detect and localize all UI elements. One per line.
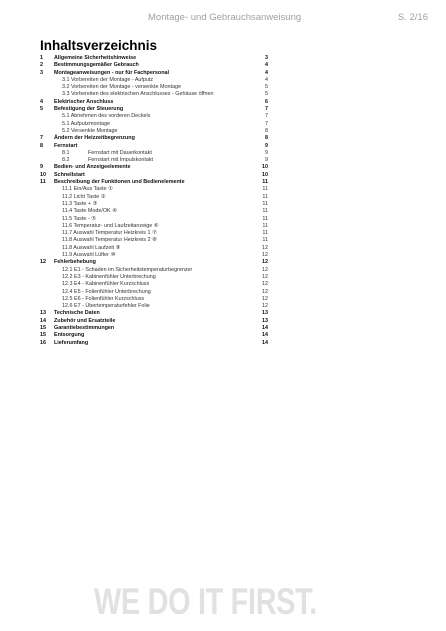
toc-entry-page: 5 [265, 84, 268, 91]
toc-entry-title: 12.2 E3 - Kabinenfühler Unterbrechung [62, 273, 156, 280]
toc-entry-title: Ändern der Heizzeitbegrenzung [54, 135, 135, 142]
toc-entry-page: 12 [262, 295, 268, 302]
toc-entry[interactable] [40, 230, 268, 237]
toc-entry[interactable] [40, 113, 268, 120]
toc-entry-page: 8 [265, 127, 268, 134]
toc-entry-page: 9 [265, 149, 268, 156]
toc-entry-page: 14 [262, 339, 268, 346]
toc-entry-number: 15 [40, 332, 46, 339]
toc-entry-title: Befestigung der Steuerung [54, 106, 124, 113]
toc-entry-title: 11.3 Taste + ③ [62, 200, 98, 207]
toc-entry-title: Beschreibung der Funktionen und Bedienelemente [54, 179, 185, 186]
toc-entry-number: 15 [40, 324, 46, 331]
toc-entry[interactable] [40, 332, 268, 339]
toc-entry-number: 13 [40, 310, 46, 317]
toc-entry[interactable] [40, 150, 268, 157]
toc-entry-title: Bedien- und Anzeigeelemente [54, 164, 131, 171]
toc-entry[interactable] [40, 91, 268, 98]
toc-entry-number: 9 [40, 164, 43, 171]
toc-entry-page: 12 [262, 303, 268, 310]
toc-entry-number: 16 [40, 339, 46, 346]
toc-entry-page: 11 [262, 208, 268, 215]
toc-entry-page: 12 [262, 259, 268, 266]
toc-entry-title: Entsorgung [54, 332, 85, 339]
toc-entry-number: 8 [40, 142, 43, 149]
toc-entry-title: 5.2 Versenkte Montage [62, 127, 118, 134]
toc-entry[interactable] [40, 267, 268, 274]
toc-entry-page: 11 [262, 200, 268, 207]
toc-entry-title: 11.9 Auswahl Lüfter ⑩ [62, 252, 116, 259]
toc-entry[interactable] [40, 164, 268, 171]
toc-entry-title: 5.1 Abnehmen des vorderen Deckels [62, 113, 151, 120]
toc-entry-page: 10 [262, 164, 268, 171]
toc-entry-page: 6 [265, 98, 268, 105]
toc-entry-page: 12 [262, 288, 268, 295]
toc-entry-page: 5 [265, 91, 268, 98]
toc-entry[interactable] [40, 194, 268, 201]
toc-entry-page: 12 [262, 281, 268, 288]
toc-entry-number: 8.1 [62, 149, 70, 156]
toc-entry-title: Fernstart [54, 142, 78, 149]
toc-entry-title: Fehlerbehebung [54, 259, 96, 266]
toc-entry-number: 4 [40, 98, 43, 105]
toc-entry-page: 13 [262, 310, 268, 317]
toc-entry-page: 11 [262, 186, 268, 193]
toc-entry-number: 5 [40, 106, 43, 113]
toc-entry[interactable] [40, 179, 268, 186]
toc-entry[interactable] [40, 77, 268, 84]
toc-entry-title: Allgemeine Sicherheitshinweise [54, 55, 137, 61]
toc-entry[interactable] [40, 274, 268, 281]
toc-entry-title: 3.2 Vorbereiten der Montage - versenkte Montage [62, 84, 181, 91]
toc-entry[interactable] [40, 62, 268, 69]
toc-entry[interactable] [40, 296, 268, 303]
page-number: S. 2/16 [397, 12, 428, 23]
toc-entry[interactable] [40, 135, 268, 142]
toc-entry-page: 11 [262, 179, 268, 186]
toc-entry-page: 11 [262, 237, 268, 244]
toc-entry[interactable] [40, 157, 268, 164]
toc-entry[interactable] [40, 281, 268, 288]
toc-entry-title: 11.8 Auswahl Temperatur Heizkreis 2 ⑧ [62, 237, 157, 244]
toc-entry[interactable] [40, 259, 268, 266]
toc-entry-title: Fernstart mit Dauerkontakt [88, 149, 152, 156]
toc-entry-page: 11 [262, 193, 268, 200]
toc-entry-title: 12.1 E1 - Schaden im Sicherheitstemperaturbegrenzer [62, 266, 193, 273]
toc-entry[interactable] [40, 70, 268, 77]
toc-entry-page: 12 [262, 273, 268, 280]
toc-entry-title: Garantiebestimmungen [54, 324, 115, 331]
toc-entry[interactable] [40, 237, 268, 244]
toc-entry-title: Montageanweisungen - nur für Fachpersonal [54, 69, 170, 76]
toc-entry-page: 12 [262, 266, 268, 273]
toc-entry-number: 8.2 [62, 157, 70, 164]
toc-entry-title: 12.5 E6 - Folienfühler Kurzschluss [62, 295, 145, 302]
toc-entry[interactable] [40, 223, 268, 230]
toc-title: Inhaltsverzeichnis [40, 38, 158, 53]
toc-entry-page: 8 [265, 135, 268, 142]
toc-entry[interactable] [40, 201, 268, 208]
toc-entry-page: 11 [262, 230, 268, 237]
toc-entry[interactable] [40, 303, 268, 310]
toc-entry-title: 12.3 E4 - Kabinenfühler Kurzschluss [62, 281, 150, 288]
toc-entry-page: 12 [262, 244, 268, 251]
toc-entry-page: 4 [265, 62, 268, 69]
toc-entry[interactable] [40, 99, 268, 106]
toc-entry-page: 4 [265, 76, 268, 83]
toc-entry-page: 12 [262, 252, 268, 259]
toc-entry-title: 11.7 Auswahl Temperatur Heizkreis 1 ⑦ [62, 230, 157, 237]
toc-entry-page: 9 [265, 142, 268, 149]
toc-entry-title: Lieferumfang [54, 339, 89, 346]
toc-entry[interactable] [40, 55, 268, 62]
toc-entry-page: 13 [262, 317, 268, 324]
toc-entry-title: 11.5 Taste - ⑤ [62, 215, 96, 222]
toc-entry-page: 14 [262, 332, 268, 339]
toc-entry-title: Elektrischer Anschluss [54, 98, 114, 105]
toc-entry-title: 11.6 Temperatur- und Laufzeitanzeige ⑥ [62, 222, 159, 229]
toc-entry-title: 3.1 Vorbereiten der Montage - Aufputz [62, 76, 154, 83]
toc-entry-page: 7 [265, 120, 268, 127]
toc-entry[interactable] [40, 208, 268, 215]
toc-entry[interactable] [40, 172, 268, 179]
toc-entry[interactable] [40, 325, 268, 332]
toc-entry-number: 7 [40, 135, 43, 142]
toc-entry-page: 7 [265, 113, 268, 120]
toc-entry-page: 11 [262, 222, 268, 229]
toc-entry[interactable] [40, 143, 268, 150]
toc-entry-number: 12 [40, 259, 46, 266]
toc-entry-title: 11.4 Taste Mode/OK ④ [62, 208, 117, 215]
toc-entry-title: Zubehör und Ersatzteile [54, 317, 116, 324]
toc-entry-title: 11.1 Ein/Aus Taste ① [62, 186, 113, 193]
toc-entry-page: 10 [262, 171, 268, 178]
toc-entry-page: 9 [265, 157, 268, 164]
toc-entry-title: 3.3 Vorbereiten des elektrischen Anschlusses - Gehäuse öffnen [62, 91, 214, 98]
toc-entry-title: Bestimmungsgemäßer Gebrauch [54, 62, 139, 69]
toc-entry[interactable] [40, 340, 268, 347]
toc-entry-page: 7 [265, 106, 268, 113]
toc-entry-number: 2 [40, 62, 43, 69]
toc-entry-title: 5.1 Aufputzmontage [62, 120, 110, 127]
toc-entry[interactable] [40, 310, 268, 317]
toc-entry[interactable] [40, 84, 268, 91]
toc-entry-page: 14 [262, 324, 268, 331]
table-of-contents [40, 55, 268, 347]
slogan-watermark: WE DO IT FIRST. [94, 581, 317, 622]
toc-entry-title: Technische Daten [54, 310, 100, 317]
toc-entry[interactable] [40, 121, 268, 128]
toc-entry-number: 14 [40, 317, 46, 324]
toc-entry[interactable] [40, 186, 268, 193]
toc-entry-number: 10 [40, 171, 46, 178]
toc-entry-title: Schnellstart [54, 171, 85, 178]
toc-entry[interactable] [40, 245, 268, 252]
toc-entry-page: 11 [262, 215, 268, 222]
toc-entry-title: 11.2 Licht Taste ② [62, 193, 106, 200]
toc-entry[interactable] [40, 216, 268, 223]
toc-entry-page: 4 [265, 69, 268, 76]
toc-entry-title: 12.4 E5 - Folienfühler Unterbrechung [62, 288, 151, 295]
toc-entry[interactable] [40, 106, 268, 113]
toc-entry-number: 11 [40, 179, 46, 186]
toc-entry-number: 1 [40, 55, 43, 61]
toc-entry-page: 3 [265, 55, 268, 61]
toc-entry[interactable] [40, 289, 268, 296]
toc-entry-title: 12.6 E7 - Übertemperaturfehler Folie [62, 303, 150, 310]
toc-entry[interactable] [40, 318, 268, 325]
toc-entry-number: 3 [40, 69, 43, 76]
header-title: Montage- und Gebrauchsanweisung [148, 12, 302, 23]
toc-entry-title: 11.8 Auswahl Laufzeit ⑨ [62, 244, 121, 251]
toc-entry-title: Fernstart mit Impulskontakt [88, 157, 154, 164]
toc-entry[interactable] [40, 252, 268, 259]
